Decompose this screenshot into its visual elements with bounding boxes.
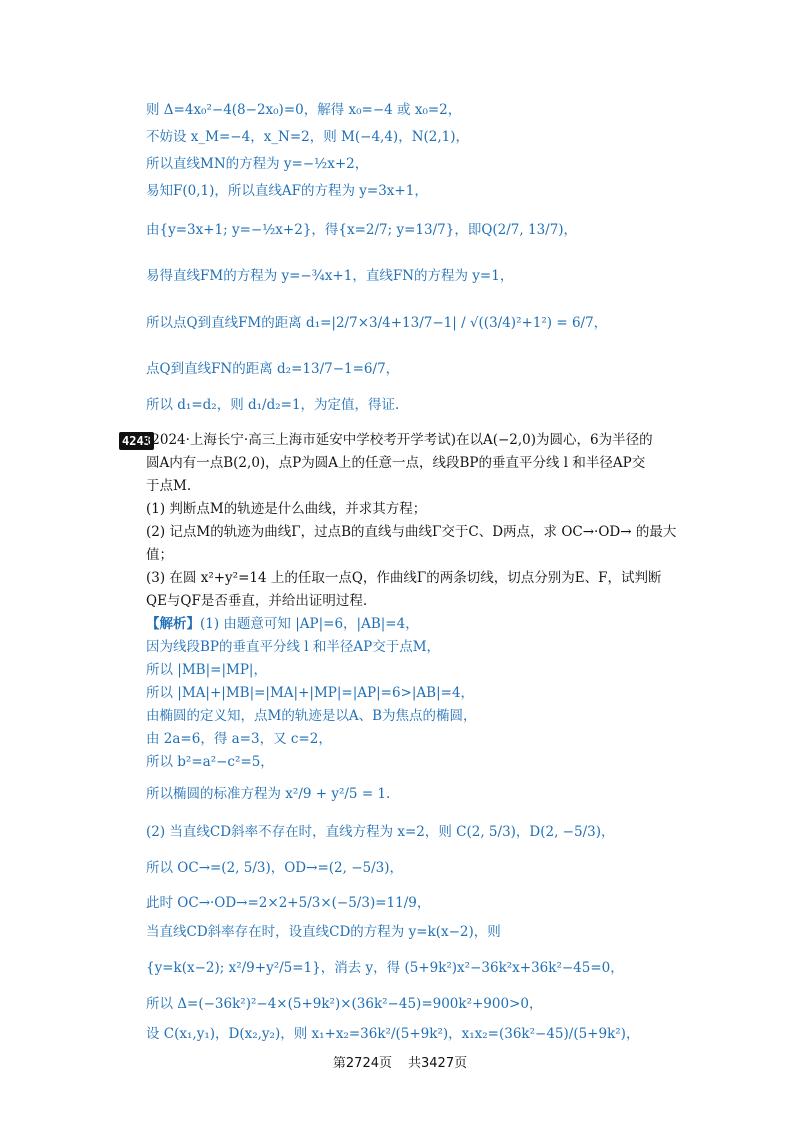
solution-line: 易得直线FM的方程为 y=−¾x+1，直线FN的方程为 y=1， bbox=[146, 268, 514, 284]
question-line: 于点M. bbox=[146, 478, 192, 494]
page-footer bbox=[0, 1052, 800, 1071]
analysis-line: (2) 当直线CD斜率不存在时，直线方程为 x=2，则 C(2, 5/3)，D(2, −5/3)， bbox=[146, 824, 615, 840]
question-line: QE与QF是否垂直，并给出证明过程. bbox=[146, 593, 368, 609]
solution-line: 点Q到直线FN的距离 d₂=13/7−1=6/7， bbox=[146, 361, 400, 377]
solution-line: 所以直线MN的方程为 y=−½x+2， bbox=[146, 156, 369, 172]
analysis-line: 由椭圆的定义知，点M的轨迹是以A、B为焦点的椭圆， bbox=[146, 708, 477, 724]
solution-line: 所以点Q到直线FM的距离 d₁=|2/7×3/4+13/7−1| / √((3/4)²+1²) = 6/7， bbox=[146, 315, 608, 331]
solution-line: 则 Δ=4x₀²−4(8−2x₀)=0，解得 x₀=−4 或 x₀=2， bbox=[146, 102, 462, 118]
question-part: (2) 记点M的轨迹为曲线Γ，过点B的直线与曲线Γ交于C、D两点，求 OC→·OD→ 的最大 bbox=[146, 524, 677, 540]
question-line: (2024·上海长宁·高三上海市延安中学校考开学考试)在以A(−2,0)为圆心，6为半径的 bbox=[146, 432, 653, 448]
question-number: 4243 bbox=[119, 432, 154, 450]
analysis-line: 所以 |MA|+|MB|=|MA|+|MP|=|AP|=6>|AB|=4， bbox=[146, 685, 475, 701]
analysis-tag: 【解析】 bbox=[146, 616, 200, 632]
solution-line: 不妨设 x_M=−4，x_N=2，则 M(−4,4)，N(2,1)， bbox=[146, 129, 470, 145]
question-part: (3) 在圆 x²+y²=14 上的任取一点Q，作曲线Γ的两条切线，切点分别为E、F，试判断 bbox=[146, 570, 662, 586]
question-part: (1) 判断点M的轨迹是什么曲线，并求其方程； bbox=[146, 501, 427, 517]
analysis-line: 因为线段BP的垂直平分线 l 和半径AP交于点M， bbox=[146, 639, 441, 655]
analysis-line: 所以椭圆的标准方程为 x²/9 + y²/5 = 1. bbox=[146, 786, 391, 802]
page-total: 共3427页 bbox=[408, 1056, 468, 1071]
solution-line: 易知F(0,1)，所以直线AF的方程为 y=3x+1， bbox=[146, 183, 428, 199]
analysis-line: 当直线CD斜率存在时，设直线CD的方程为 y=k(x−2)，则 bbox=[146, 924, 501, 940]
question-line: 圆A内有一点B(2,0)，点P为圆A上的任意一点，线段BP的垂直平分线 l 和半径AP交 bbox=[146, 455, 646, 471]
analysis-line: 此时 OC→·OD→=2×2+5/3×(−5/3)=11/9， bbox=[146, 895, 431, 911]
analysis-line: 由 2a=6，得 a=3，又 c=2， bbox=[146, 731, 332, 747]
question-line: 值； bbox=[146, 547, 173, 563]
analysis-line: 所以 Δ=(−36k²)²−4×(5+9k²)×(36k²−45)=900k²+900>0， bbox=[146, 996, 543, 1012]
analysis-line: 设 C(x₁,y₁)，D(x₂,y₂)，则 x₁+x₂=36k²/(5+9k²)，x₁x₂=(36k²−45)/(5+9k²)， bbox=[146, 1026, 640, 1042]
solution-line: 所以 d₁=d₂，则 d₁/d₂=1，为定值，得证. bbox=[146, 397, 400, 413]
analysis-line: 所以 OC→=(2, 5/3)，OD→=(2, −5/3)， bbox=[146, 860, 404, 876]
analysis-line: 所以 |MB|=|MP|， bbox=[146, 662, 267, 678]
analysis-text: (1) 由题意可知 |AP|=6，|AB|=4， bbox=[200, 616, 419, 632]
analysis-line: 所以 b²=a²−c²=5， bbox=[146, 754, 274, 770]
analysis-line: {y=k(x−2); x²/9+y²/5=1}，消去 y，得 (5+9k²)x²−36k²x+36k²−45=0， bbox=[146, 960, 624, 976]
solution-line: 由{y=3x+1; y=−½x+2}，得{x=2/7; y=13/7}，即Q(2/7, 13/7)， bbox=[146, 222, 578, 238]
analysis-first-line bbox=[146, 614, 419, 634]
page-number: 第2724页 bbox=[332, 1056, 392, 1071]
